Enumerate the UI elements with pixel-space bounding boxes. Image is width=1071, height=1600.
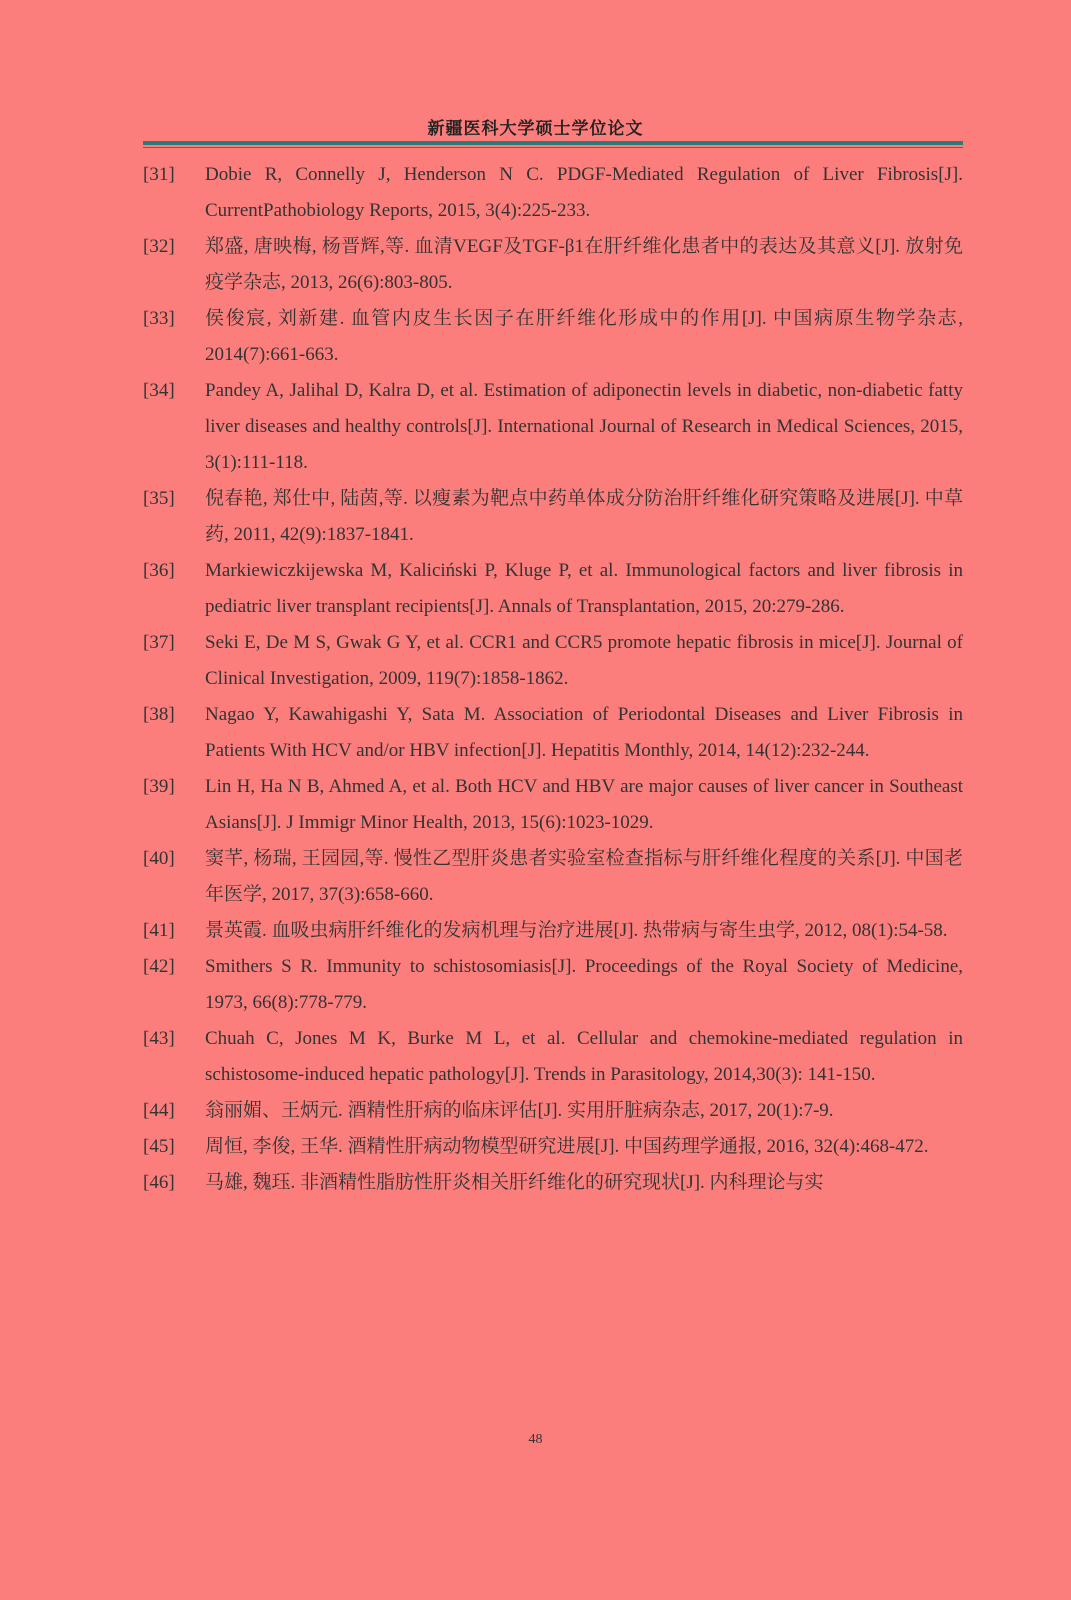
reference-number: [37] (143, 632, 175, 653)
reference-text: Lin H, Ha N B, Ahmed A, et al. Both HCV and HBV are major causes of liver cancer in Southeast Asians[J]. J Immigr Minor Health, 2013, 15(6):1023-1029. (205, 776, 963, 833)
page-header-title: 新疆医科大学硕士学位论文 (427, 119, 644, 138)
reference-text: 景英霞. 血吸虫病肝纤维化的发病机理与治疗进展[J]. 热带病与寄生虫学, 2012, 08(1):54-58. (205, 920, 948, 941)
reference-number: [34] (143, 380, 175, 401)
reference-item (143, 229, 963, 301)
reference-item (143, 625, 963, 697)
reference-number: [38] (143, 704, 175, 725)
reference-item (143, 301, 963, 373)
header-rule-thick (143, 141, 963, 145)
page-number: 48 (528, 1432, 543, 1447)
reference-item (143, 373, 963, 481)
reference-text: 马雄, 魏珏. 非酒精性脂肪性肝炎相关肝纤维化的研究现状[J]. 内科理论与实 (205, 1172, 824, 1193)
reference-item (143, 913, 963, 949)
reference-text: 郑盛, 唐映梅, 杨晋辉,等. 血清VEGF及TGF-β1在肝纤维化患者中的表达及其意义[J]. 放射免疫学杂志, 2013, 26(6):803-805. (205, 236, 963, 293)
reference-item (143, 697, 963, 769)
reference-number: [44] (143, 1100, 175, 1121)
reference-item (143, 481, 963, 553)
header-rule-thin (143, 147, 963, 148)
reference-number: [42] (143, 956, 175, 977)
reference-text: Chuah C, Jones M K, Burke M L, et al. Cellular and chemokine-mediated regulation in schistosome-induced hepatic pathology[J]. Trends in Parasitology, 2014,30(3): 141-150. (205, 1028, 963, 1085)
reference-number: [41] (143, 920, 175, 941)
reference-number: [32] (143, 236, 175, 257)
reference-text: Dobie R, Connelly J, Henderson N C. PDGF-Mediated Regulation of Liver Fibrosis[J]. CurrentPathobiology Reports, 2015, 3(4):225-233. (205, 164, 963, 221)
reference-number: [46] (143, 1172, 175, 1193)
reference-text: Smithers S R. Immunity to schistosomiasis[J]. Proceedings of the Royal Society of Medicine, 1973, 66(8):778-779. (205, 956, 963, 1013)
reference-number: [40] (143, 848, 175, 869)
reference-item (143, 949, 963, 1021)
reference-text: 窦芊, 杨瑞, 王园园,等. 慢性乙型肝炎患者实验室检查指标与肝纤维化程度的关系[J]. 中国老年医学, 2017, 37(3):658-660. (205, 848, 963, 905)
reference-text: 侯俊宸, 刘新建. 血管内皮生长因子在肝纤维化形成中的作用[J]. 中国病原生物学杂志, 2014(7):661-663. (205, 308, 963, 365)
reference-text: 翁丽媚、王炳元. 酒精性肝病的临床评估[J]. 实用肝脏病杂志, 2017, 20(1):7-9. (205, 1100, 834, 1121)
reference-item (143, 157, 963, 229)
reference-number: [33] (143, 308, 175, 329)
reference-number: [43] (143, 1028, 175, 1049)
reference-text: Nagao Y, Kawahigashi Y, Sata M. Association of Periodontal Diseases and Liver Fibrosis in Patients With HCV and/or HBV infection[J]. Hepatitis Monthly, 2014, 14(12):232-244. (205, 704, 963, 761)
reference-list (143, 157, 963, 1201)
reference-item (143, 1129, 963, 1165)
reference-text: Markiewiczkijewska M, Kaliciński P, Kluge P, et al. Immunological factors and liver fibrosis in pediatric liver transplant recipients[J]. Annals of Transplantation, 2015, 20:279-286. (205, 560, 963, 617)
reference-item (143, 1093, 963, 1129)
reference-item (143, 769, 963, 841)
reference-number: [31] (143, 164, 175, 185)
reference-number: [35] (143, 488, 175, 509)
reference-item (143, 553, 963, 625)
reference-item (143, 1021, 963, 1093)
reference-number: [36] (143, 560, 175, 581)
reference-text: 倪春艳, 郑仕中, 陆茵,等. 以瘦素为靶点中药单体成分防治肝纤维化研究策略及进展[J]. 中草药, 2011, 42(9):1837-1841. (205, 488, 963, 545)
reference-item (143, 841, 963, 913)
reference-item (143, 1165, 963, 1201)
reference-text: Pandey A, Jalihal D, Kalra D, et al. Estimation of adiponectin levels in diabetic, non-diabetic fatty liver diseases and healthy controls[J]. International Journal of Research in Medical Sciences, 2015, 3(1):111-118. (205, 380, 963, 473)
reference-number: [45] (143, 1136, 175, 1157)
reference-text: Seki E, De M S, Gwak G Y, et al. CCR1 and CCR5 promote hepatic fibrosis in mice[J]. Journal of Clinical Investigation, 2009, 119(7):1858-1862. (205, 632, 963, 689)
reference-text: 周恒, 李俊, 王华. 酒精性肝病动物模型研究进展[J]. 中国药理学通报, 2016, 32(4):468-472. (205, 1136, 929, 1157)
reference-number: [39] (143, 776, 175, 797)
